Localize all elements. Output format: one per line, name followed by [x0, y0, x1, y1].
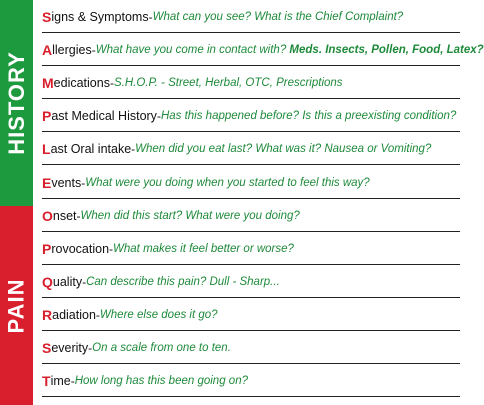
- mnemonic-letter: Q: [42, 274, 53, 290]
- pain-label: PAIN: [3, 278, 29, 333]
- history-section-bar: [0, 0, 33, 206]
- mnemonic-description: What makes it feel better or worse?: [113, 243, 294, 255]
- mnemonic-letter: M: [42, 75, 54, 91]
- separator: -: [91, 43, 96, 57]
- mnemonic-description: S.H.O.P. - Street, Herbal, OTC, Prescriptions: [113, 77, 343, 89]
- opqrst-row-severity: [42, 331, 460, 364]
- mnemonic-word: ast Medical History: [51, 109, 157, 123]
- mnemonic-letter: R: [42, 307, 53, 323]
- mnemonic-description: What can you see? What is the Chief Complaint?: [152, 11, 404, 23]
- mnemonic-description: [96, 44, 484, 56]
- mnemonic-word: uality: [52, 275, 83, 289]
- mnemonic-word: ast Oral intake: [50, 142, 132, 156]
- mnemonic-description: When did this start? What were you doing?: [80, 210, 300, 222]
- mnemonic-word: vents: [51, 175, 82, 190]
- mnemonic-word: ime: [50, 374, 71, 388]
- mnemonic-list: [42, 0, 484, 397]
- history-label: HISTORY: [3, 51, 29, 155]
- mnemonic-word: igns & Symptoms: [51, 10, 149, 24]
- mnemonic-letter: O: [42, 208, 53, 224]
- separator: -: [82, 275, 87, 289]
- mnemonic-description: On a scale from one to ten.: [92, 342, 231, 354]
- pain-section-bar: [0, 206, 33, 405]
- mnemonic-word: everity: [51, 341, 89, 355]
- separator: -: [109, 242, 114, 256]
- separator: -: [70, 374, 75, 388]
- mnemonic-description: Where else does it go?: [99, 309, 218, 321]
- opqrst-row-provocation: [42, 232, 460, 265]
- separator: -: [88, 341, 93, 355]
- mnemonic-letter: P: [42, 108, 52, 124]
- separator: -: [76, 209, 81, 223]
- separator: -: [156, 109, 161, 123]
- sample-row-signs-symptoms: [42, 0, 460, 33]
- separator: -: [95, 308, 100, 322]
- mnemonic-letter: L: [42, 141, 51, 157]
- mnemonic-letter: P: [42, 241, 52, 257]
- sample-row-events: [42, 165, 460, 199]
- mnemonic-word: adiation: [52, 308, 96, 322]
- mnemonic-description: When did you eat last? What was it? Nausea or Vomiting?: [135, 143, 432, 155]
- sample-row-past-medical-history: [42, 99, 460, 132]
- opqrst-row-time: [42, 364, 460, 397]
- opqrst-row-onset: [42, 199, 460, 232]
- mnemonic-description: What were you doing when you started to feel this way?: [85, 176, 370, 189]
- opqrst-row-radiation: [42, 298, 460, 331]
- mnemonic-letter: A: [42, 42, 53, 58]
- mnemonic-letter: S: [42, 340, 52, 356]
- description-text: What have you come in contact with?: [95, 44, 290, 56]
- opqrst-row-quality: [42, 265, 460, 298]
- separator: -: [131, 142, 136, 156]
- sample-row-last-oral-intake: [42, 132, 460, 165]
- mnemonic-description: How long has this been going on?: [74, 375, 248, 387]
- mnemonic-word: edications: [53, 76, 110, 90]
- mnemonic-description: Can describe this pain? Dull - Sharp...: [86, 276, 280, 288]
- mnemonic-word: llergies: [52, 43, 92, 57]
- mnemonic-word: nset: [52, 209, 77, 223]
- mnemonic-word: rovocation: [51, 242, 110, 256]
- mnemonic-letter: T: [42, 373, 51, 389]
- separator: -: [109, 76, 114, 90]
- mnemonic-letter: E: [42, 174, 52, 191]
- separator: -: [148, 10, 153, 24]
- mnemonic-description: Has this happened before? Is this a preexisting condition?: [160, 110, 457, 122]
- sample-row-medications: [42, 66, 460, 99]
- description-bold-text: Meds. Insects, Pollen, Food, Latex?: [289, 44, 484, 56]
- separator: -: [81, 175, 86, 190]
- sample-row-allergies: [42, 33, 484, 66]
- mnemonic-letter: S: [42, 9, 52, 25]
